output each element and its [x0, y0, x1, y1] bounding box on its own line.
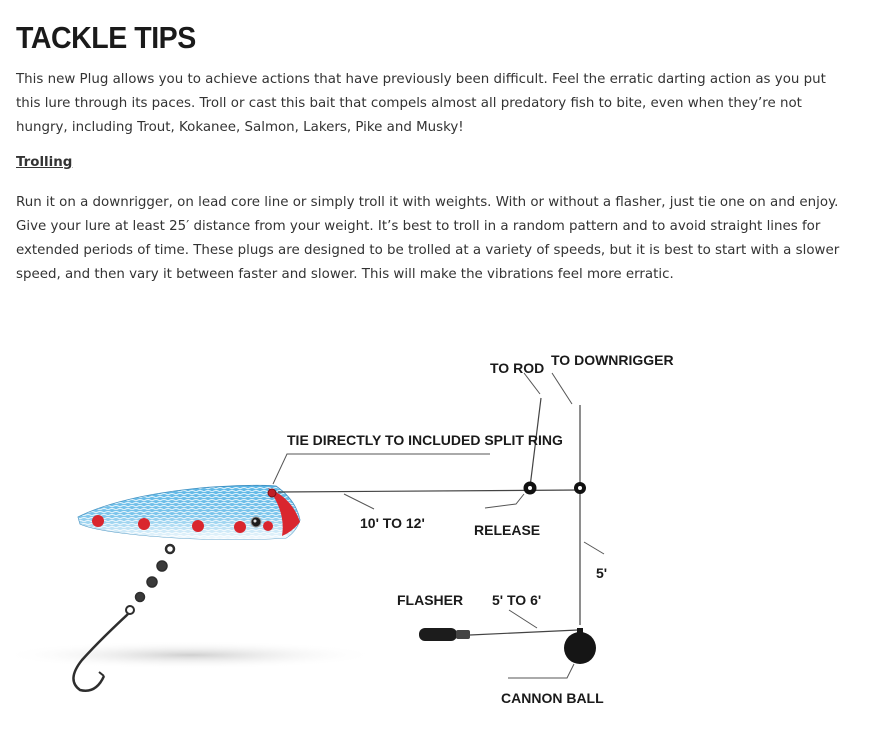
- cannon-ball-label: CANNON BALL: [501, 690, 604, 706]
- lure-distance-label: 10' TO 12': [360, 515, 425, 531]
- flasher-distance-label: 5' TO 6': [492, 592, 542, 608]
- split-ring-label: TIE DIRECTLY TO INCLUDED SPLIT RING: [287, 432, 563, 448]
- to-rod-label: TO ROD: [490, 360, 545, 376]
- rigging-diagram: [0, 300, 870, 729]
- drop-label: 5': [596, 565, 608, 581]
- lure: [78, 485, 300, 539]
- trolling-heading: Trolling: [16, 155, 73, 170]
- trolling-paragraph: Run it on a downrigger, on lead core line or simply troll it with weights. With or without a flasher, just tie one on and enjoy. Give your lure at least 25′ distance from your weight. It’s best to troll in a random pattern and to avoid straight lines for extended periods of time. These plugs are designed to be trolled at a variety of speeds, but it is best to start with a slower speed, and then vary it between faster and slower. This will make the vibrations feel more erratic.: [16, 195, 840, 282]
- treble-hook: [73, 545, 174, 691]
- to-downrigger-label: TO DOWNRIGGER: [551, 352, 674, 368]
- flasher-label: FLASHER: [397, 592, 464, 608]
- page-title: TACKLE TIPS: [16, 20, 196, 55]
- release-label: RELEASE: [474, 522, 541, 538]
- cannon-ball: [564, 632, 596, 664]
- intro-paragraph: This new Plug allows you to achieve actions that have previously been difficult. Feel the erratic darting action as you put this lure through its paces. Troll or cast this bait that compels almost all predatory fish to bite, even when they’re not hungry, including Trout, Kokanee, Salmon, Lakers, Pike and Musky!: [16, 72, 826, 135]
- flasher: [419, 628, 470, 641]
- lure-shadow: [0, 641, 380, 669]
